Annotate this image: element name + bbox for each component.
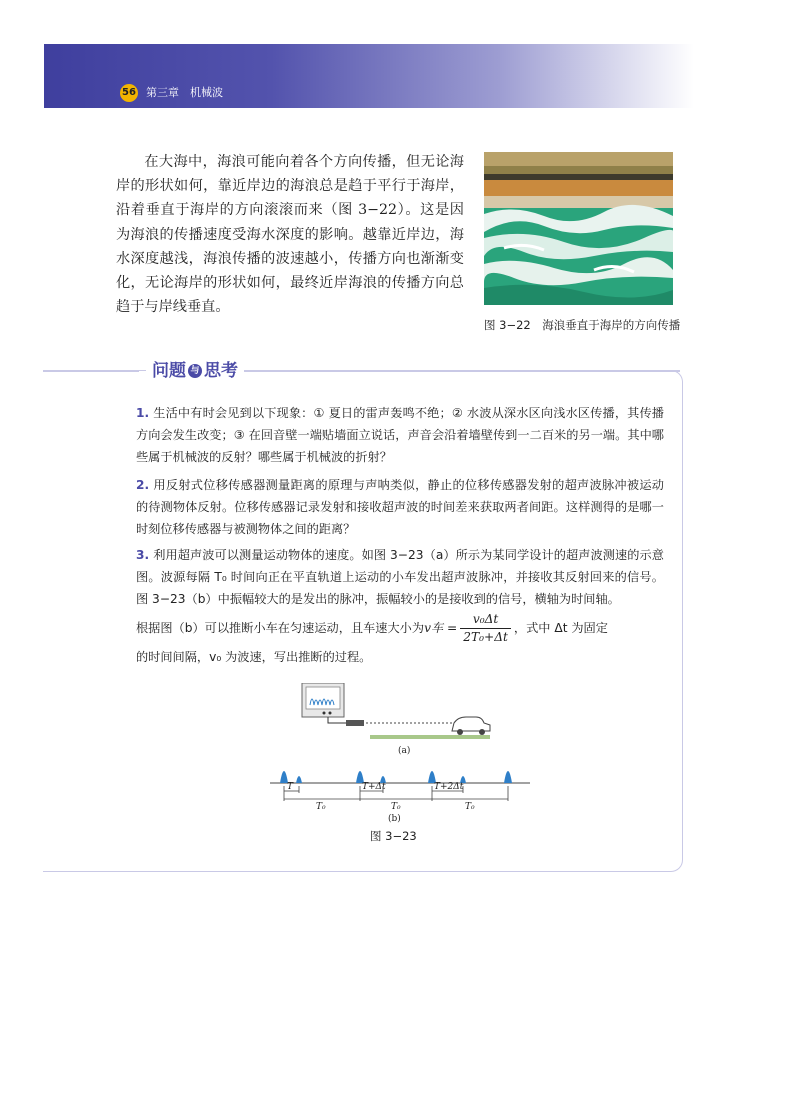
speed-fraction — [460, 611, 511, 646]
box-title — [146, 360, 244, 382]
oscilloscope-icon — [302, 683, 344, 717]
figure-caption: 图 3−23 — [370, 829, 417, 843]
page-number-badge: 56 — [120, 84, 138, 102]
chapter-title: 第三章 机械波 — [146, 86, 223, 99]
box-title-a: 问题 — [152, 361, 186, 381]
label-a: (a) — [398, 746, 411, 756]
track-ground — [370, 735, 490, 739]
box-title-yu-badge: 与 — [188, 364, 202, 378]
question-1-text: 生活中有时会见到以下现象：① 夏日的雷声轰鸣不绝；② 水波从深水区向浅水区传播，其传播方向会发生改变；③ 在回音壁一端贴墙面立说话，声音会沿着墙壁传到一二百米的另一端。其中哪些属于机械波的反射？哪些属于机械波的折射？ — [136, 406, 664, 464]
question-1 — [136, 402, 664, 468]
label-t0-3: T₀ — [465, 802, 475, 812]
question-3-line4b: ，式中 Δt 为固定 — [513, 621, 608, 635]
speed-variable: v车 = — [424, 621, 458, 635]
chapter-header-band — [44, 44, 694, 108]
body-paragraph: 在大海中，海浪可能向着各个方向传播，但无论海岸的形状如何，靠近岸边的海浪总是趋于平行于海岸，沿着垂直于海岸的方向滚滚而来（图 3−22）。这是因为海浪的传播速度受海水深度的影响。越靠近岸边，海水深度越浅，海浪传播的波速越小，传播方向也渐渐变化，无论海岸的形状如何，最终近岸海浪的传播方向总趋于与岸线垂直。 — [116, 154, 464, 316]
pulse-received-1 — [296, 776, 302, 783]
label-t-dt: T+Δt — [362, 782, 386, 792]
question-2 — [136, 474, 664, 540]
question-3-formula-line — [136, 610, 664, 646]
question-3-line5: 的时间间隔，v₀ 为波速，写出推断的过程。 — [136, 650, 372, 664]
label-t-2dt: T+2Δt — [434, 782, 464, 792]
question-3-number: 3. — [136, 548, 150, 562]
box-top-rule-left — [43, 370, 139, 372]
question-3-line4a: 根据图（b）可以推断小车在匀速运动，且车速大小为 — [136, 621, 425, 635]
label-b: (b) — [388, 814, 401, 824]
pulse-train — [280, 771, 512, 783]
pulse-emitted-4 — [504, 771, 512, 783]
label-t: T — [287, 782, 294, 792]
label-t0-1: T₀ — [316, 802, 326, 812]
fraction-denominator: 2T₀+Δt — [463, 630, 508, 644]
car-icon — [452, 717, 490, 735]
ultrasonic-diagram — [270, 683, 530, 833]
fraction-numerator: v₀Δt — [460, 611, 511, 629]
box-top-rule-right — [240, 370, 680, 372]
box-title-b: 思考 — [204, 361, 238, 381]
question-2-number: 2. — [136, 478, 150, 492]
question-1-number: 1. — [136, 406, 150, 420]
sensor-probe — [346, 720, 364, 726]
photo-caption: 图 3−22 海浪垂直于海岸的方向传播 — [484, 318, 681, 332]
question-3-text: 利用超声波可以测量运动物体的速度。如图 3−23（a）所示为某同学设计的超声波测速的示意图。波源每隔 T₀ 时间向正在平直轨道上运动的小车发出超声波脉冲，并接收其反射回来的信号。图 3−23（b）中振幅较大的是发出的脉冲，振幅较小的是接收到的信号，横轴为时间轴。 — [136, 548, 664, 606]
label-t0-2: T₀ — [391, 802, 401, 812]
question-3 — [136, 544, 664, 668]
question-2-text: 用反射式位移传感器测量距离的原理与声呐类似，静止的位移传感器发射的超声波脉冲被运动的待测物体反射。位移传感器记录发射和接收超声波的时间差来获取两者间距。这样测得的是哪一时刻位移传感器与被测物体之间的距离？ — [136, 478, 664, 536]
ocean-waves-photo — [484, 152, 673, 305]
